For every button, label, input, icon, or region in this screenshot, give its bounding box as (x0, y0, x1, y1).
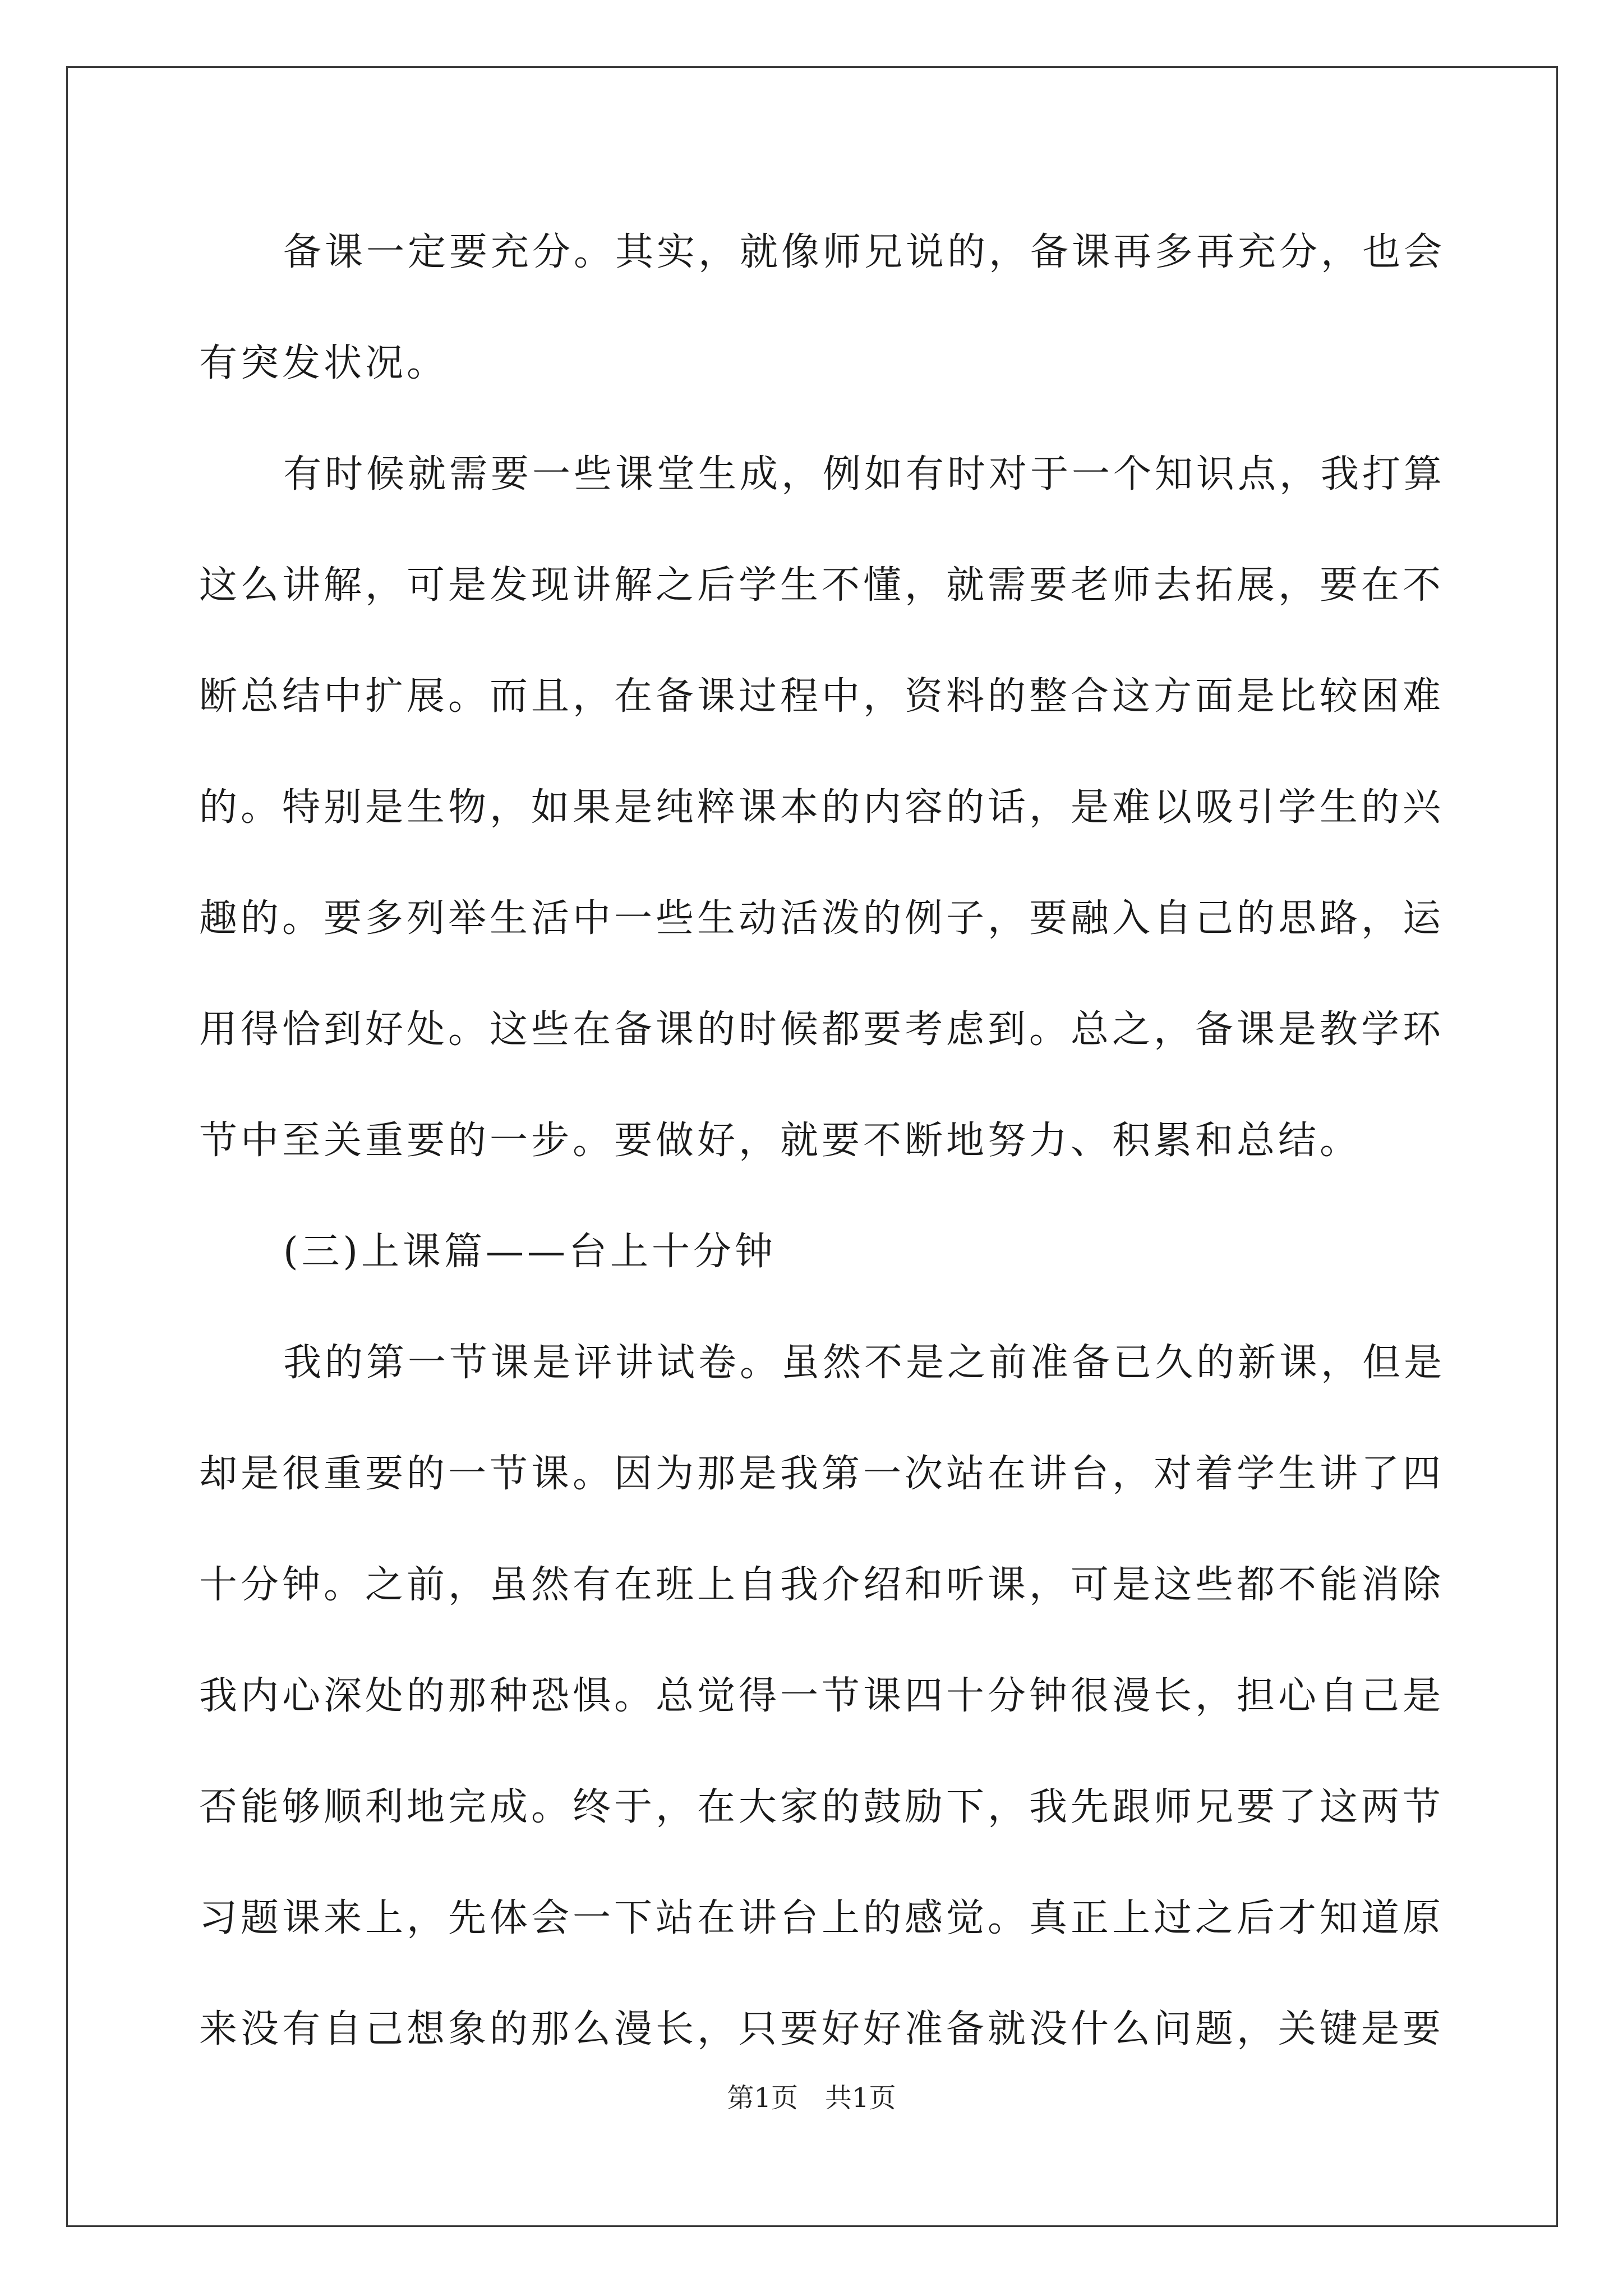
body-line: 的。特别是生物，如果是纯粹课本的内容的话，是难以吸引学生的兴 (199, 785, 1445, 830)
body-line: 趣的。要多列举生活中一些生动活泼的例子，要融入自己的思路，运 (199, 896, 1445, 941)
body-line: 十分钟。之前，虽然有在班上自我介绍和听课，可是这些都不能消除 (199, 1563, 1445, 1607)
body-line: 有时候就需要一些课堂生成，例如有时对于一个知识点，我打算 (283, 452, 1446, 496)
document-body (199, 210, 1446, 2099)
body-line: 习题课来上，先体会一下站在讲台上的感觉。真正上过之后才知道原 (199, 1896, 1445, 1940)
body-line: 来没有自己想象的那么漫长，只要好好准备就没什么问题，关键是要 (199, 2007, 1445, 2051)
body-line: 用得恰到好处。这些在备课的时候都要考虑到。总之，备课是教学环 (199, 1007, 1445, 1052)
body-line: 这么讲解，可是发现讲解之后学生不懂，就需要老师去拓展，要在不 (199, 563, 1445, 608)
body-line: 我内心深处的那种恐惧。总觉得一节课四十分钟很漫长，担心自己是 (199, 1674, 1445, 1718)
body-line: 我的第一节课是评讲试卷。虽然不是之前准备已久的新课，但是 (283, 1341, 1446, 1385)
body-line: 节中至关重要的一步。要做好，就要不断地努力、积累和总结。 (199, 1119, 1362, 1163)
body-line: 断总结中扩展。而且，在备课过程中，资料的整合这方面是比较困难 (199, 674, 1445, 719)
body-line: 备课一定要充分。其实，就像师兄说的，备课再多再充分，也会 (283, 230, 1446, 274)
page-number-footer: 第1页 共1页 (727, 2082, 896, 2114)
body-line: 却是很重要的一节课。因为那是我第一次站在讲台，对着学生讲了四 (199, 1452, 1445, 1496)
body-line: 否能够顺利地完成。终于，在大家的鼓励下，我先跟师兄要了这两节 (199, 1785, 1445, 1829)
section-heading: (三)上课篇——台上十分钟 (283, 1230, 777, 1274)
body-line: 有突发状况。 (199, 341, 449, 385)
